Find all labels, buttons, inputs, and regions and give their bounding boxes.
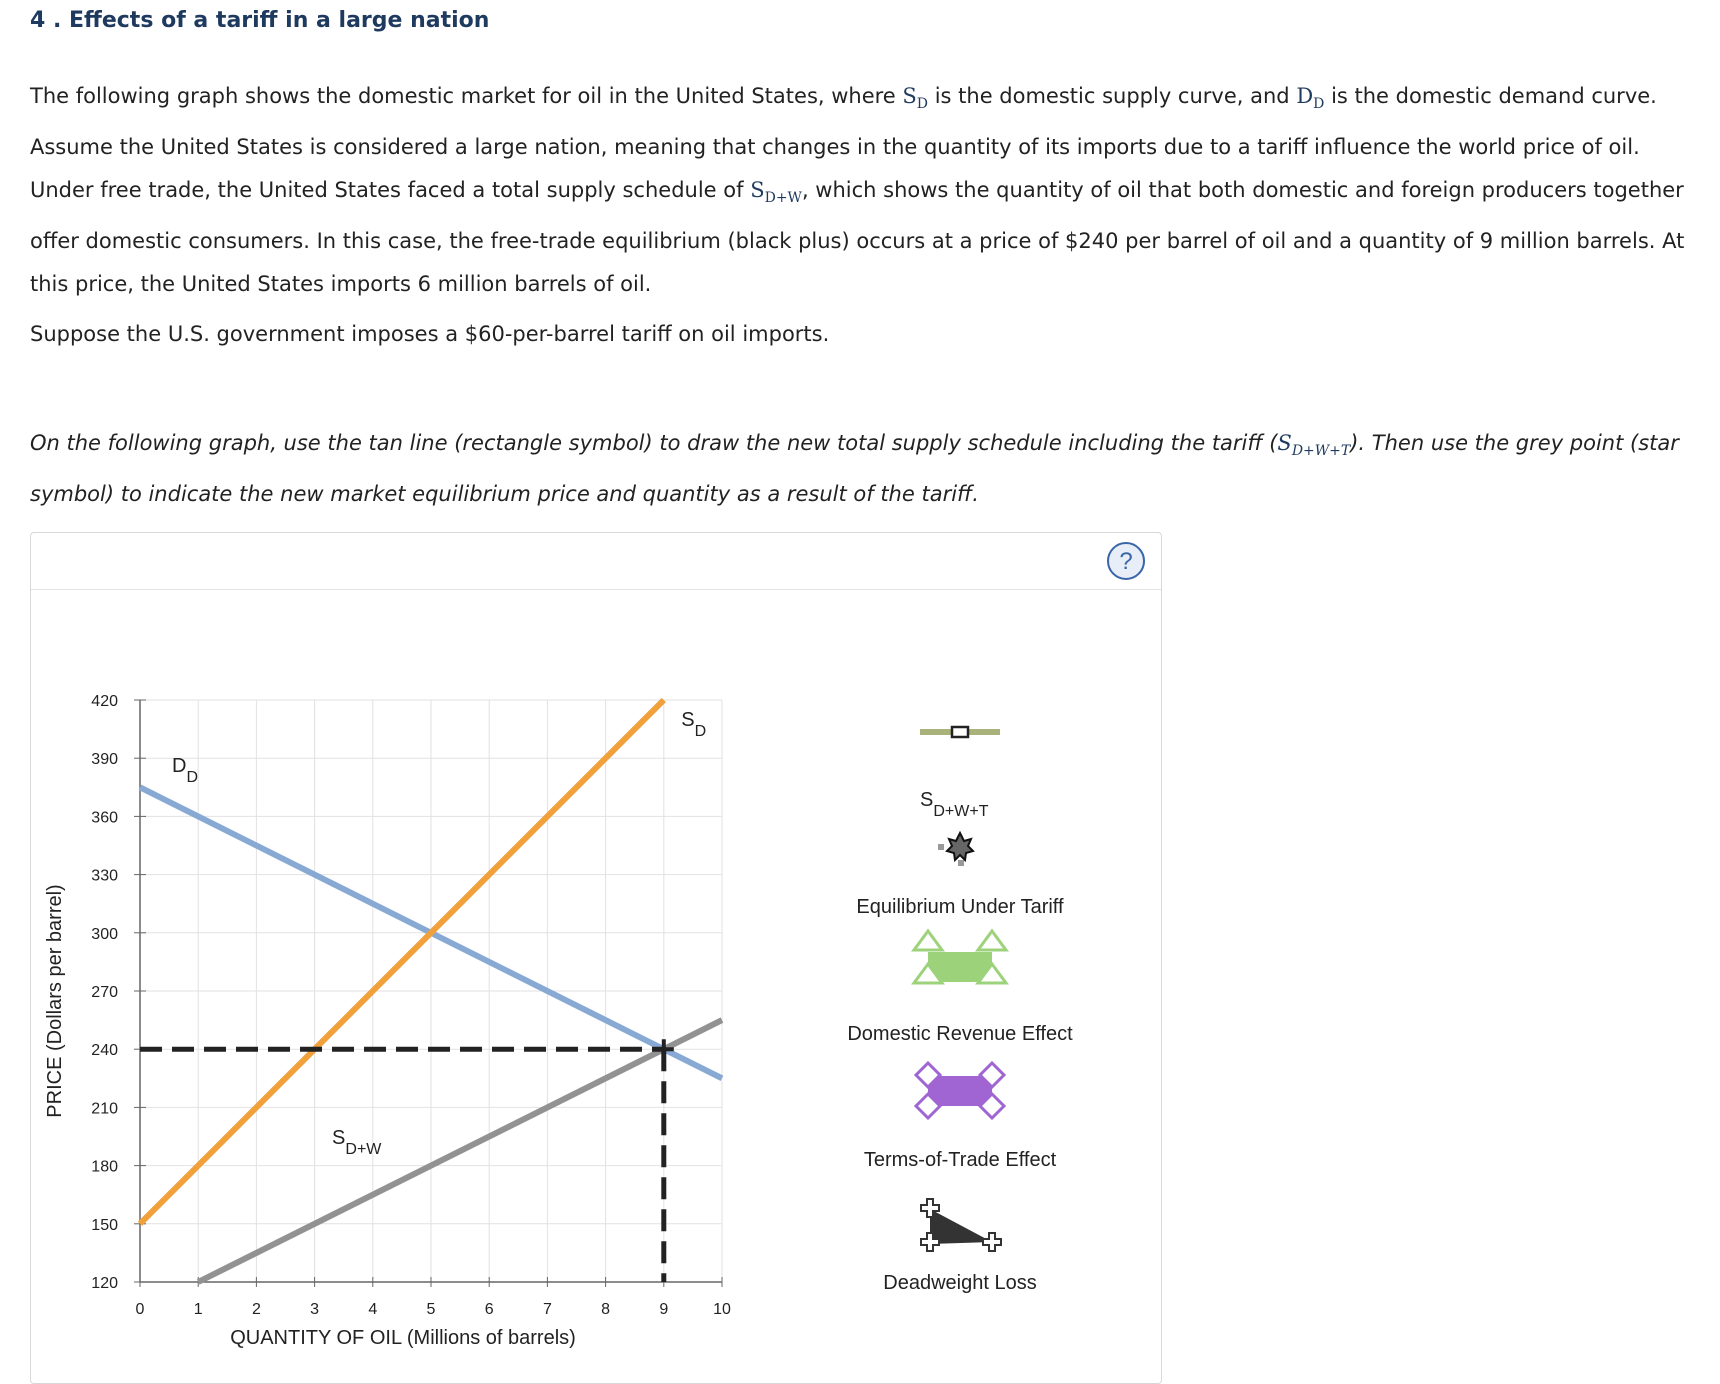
symbol-dd: $D_D$ bbox=[1296, 84, 1325, 113]
intro-paragraph bbox=[30, 75, 1690, 306]
y-tick-label: 300 bbox=[91, 925, 118, 943]
x-tick-label: 3 bbox=[310, 1301, 320, 1318]
x-tick-label: 8 bbox=[601, 1301, 611, 1318]
x-tick-label: 5 bbox=[426, 1301, 436, 1318]
y-tick-label: 180 bbox=[91, 1158, 118, 1176]
instruction-paragraph bbox=[30, 422, 1690, 516]
legend-rectangle-icon bbox=[952, 727, 968, 737]
y-tick-label: 270 bbox=[91, 984, 118, 1001]
legend-label-equilibrium: Equilibrium Under Tariff bbox=[856, 896, 1064, 918]
supply-curve-sd bbox=[140, 700, 664, 1224]
x-tick-label: 1 bbox=[193, 1301, 203, 1318]
symbol-sd: $S_D$ bbox=[902, 84, 929, 113]
legend-plus-icon-right bbox=[983, 1233, 1001, 1251]
y-tick-label: 120 bbox=[91, 1275, 118, 1292]
y-tick-label: 420 bbox=[91, 693, 118, 710]
supply-curve-sdw bbox=[198, 1020, 722, 1282]
legend-star-guide-v bbox=[958, 860, 964, 866]
question-number: 4 . bbox=[30, 8, 62, 33]
x-tick-label: 2 bbox=[251, 1301, 261, 1318]
legend-label-deadweight: Deadweight Loss bbox=[883, 1272, 1037, 1294]
x-tick-label: 7 bbox=[542, 1301, 552, 1318]
legend-star-guide-h bbox=[938, 844, 944, 850]
y-tick-label: 210 bbox=[91, 1100, 118, 1118]
legend-label-domestic-revenue: Domestic Revenue Effect bbox=[847, 1023, 1073, 1045]
instruction-text-2: ). Then use the grey point (star symbol) to indicate the new market equilibrium price and quantity as a result of the tariff. bbox=[30, 431, 1679, 507]
legend-star-icon bbox=[947, 833, 973, 860]
x-tick-label: 6 bbox=[484, 1301, 494, 1318]
intro-text-3: is the domestic demand curve. Assume the United States is considered a large nation, meaning that changes in the quantity of its imports due to a tariff influence the world price of oil. Under free trade, the United States faced a total supply schedule of bbox=[30, 84, 1657, 203]
tariff-paragraph: Suppose the U.S. government imposes a $60-per-barrel tariff on oil imports. bbox=[30, 322, 830, 346]
svg-text:?: ? bbox=[1119, 548, 1133, 575]
question-title-text: Effects of a tariff in a large nation bbox=[69, 8, 490, 33]
intro-text-4: , which shows the quantity of oil that both domestic and foreign producers together offer domestic consumers. In this case, the free-trade equilibrium (black plus) occurs at a price of $240 per barrel of oil and a quantity of 9 million barrels. At this price, the United States imports 6 million barrels of oil. bbox=[30, 178, 1685, 297]
demand-curve-label: $D_D$ bbox=[172, 755, 199, 786]
legend-sdwt-label: $S_{D+W+T}$ bbox=[920, 789, 989, 820]
y-axis-label: PRICE (Dollars per barrel) bbox=[44, 884, 66, 1118]
y-tick-label: 360 bbox=[91, 809, 118, 827]
chart-grid bbox=[140, 700, 722, 1282]
y-tick-label: 150 bbox=[91, 1216, 118, 1234]
symbol-sdw: $S_{D+W}$ bbox=[750, 178, 802, 207]
y-tick-label: 390 bbox=[91, 751, 118, 769]
symbol-sdwt: $S_{D+W+T}$ bbox=[1277, 431, 1351, 460]
x-tick-label: 0 bbox=[135, 1301, 145, 1318]
tariff-chart bbox=[30, 532, 1160, 1366]
supply-curve-sdw-label: $S_{D+W}$ bbox=[332, 1127, 382, 1158]
x-tick-label: 4 bbox=[368, 1301, 378, 1318]
x-tick-label: 10 bbox=[713, 1301, 731, 1318]
x-axis-label: QUANTITY OF OIL (Millions of barrels) bbox=[230, 1327, 576, 1349]
x-tick-label: 9 bbox=[659, 1301, 669, 1318]
y-tick-label: 240 bbox=[91, 1042, 118, 1060]
intro-text-1: The following graph shows the domestic market for oil in the United States, where bbox=[30, 84, 903, 108]
intro-text-2: is the domestic supply curve, and bbox=[928, 84, 1297, 108]
question-title bbox=[30, 8, 489, 33]
instruction-text-1: On the following graph, use the tan line (rectangle symbol) to draw the new total supply schedule including the tariff ( bbox=[30, 431, 1278, 455]
supply-curve-sd-label: $S_D$ bbox=[681, 709, 707, 740]
legend-label-terms-of-trade: Terms-of-Trade Effect bbox=[863, 1149, 1057, 1171]
y-tick-label: 330 bbox=[91, 867, 118, 885]
